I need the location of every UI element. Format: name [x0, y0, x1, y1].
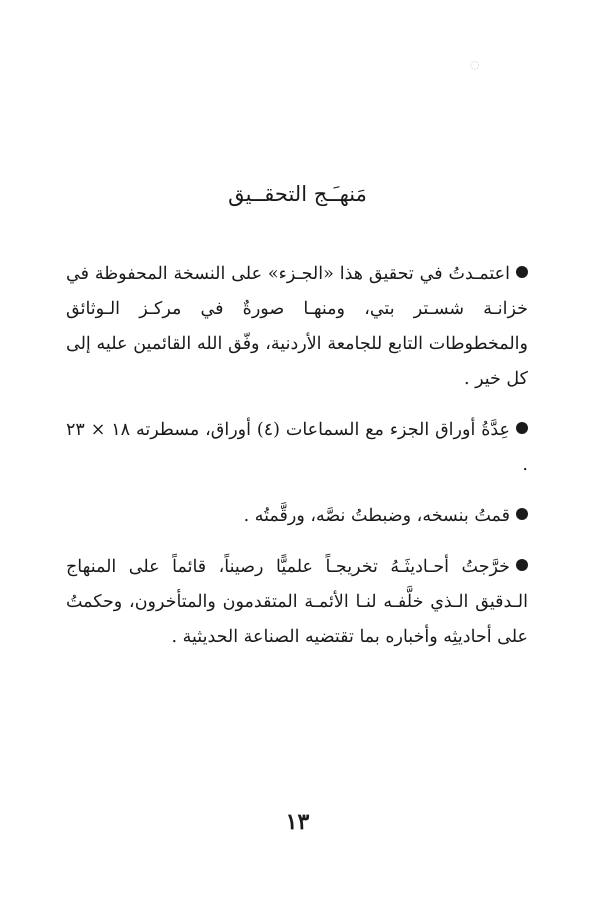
section-body	[66, 257, 528, 671]
paragraph-transcription	[66, 499, 528, 534]
bullet-icon	[516, 508, 528, 520]
paragraph-text: اعتمـدتُ في تحقيق هذا «الجـزء» على النسخة المحفوظة في خزانـة شسـتر بتي، ومنهـا صورةٌ في مركـز الـوثائق والمخطوطات التابع للجامعة الأردنية، وفّق الله القائمين عليه إلى كل خير .	[66, 264, 528, 389]
section-heading: مَنهـَـج التحقــيق	[228, 182, 367, 206]
paragraph-text: خرَّجتُ أحـاديثَـهُ تخريجـاً علميًّا رصيناً، قائماً على المنهاج الـدقيق الـذي خلَّفـه لنـا الأئمـة المتقدمون والمتأخرون، وحكمتُ على أحاديثِه وأخباره بما تقتضيه الصناعة الحديثية .	[66, 557, 528, 647]
page-number: ١٣	[285, 809, 310, 835]
paragraph-folio-count	[66, 413, 528, 483]
paragraph-text: قمتُ بنسخه، وضبطتُ نصَّه، ورقَّمتُه .	[243, 506, 510, 526]
paragraph-source-manuscript	[66, 257, 528, 397]
bullet-icon	[516, 422, 528, 434]
bullet-icon	[516, 266, 528, 278]
corner-mark-icon: ◌	[470, 58, 480, 71]
paragraph-hadith-verification	[66, 550, 528, 655]
bullet-icon	[516, 559, 528, 571]
paragraph-text: عِدَّةُ أوراق الجزء مع السماعات (٤) أوراق، مسطرته ١٨ × ٢٣ .	[66, 420, 528, 475]
